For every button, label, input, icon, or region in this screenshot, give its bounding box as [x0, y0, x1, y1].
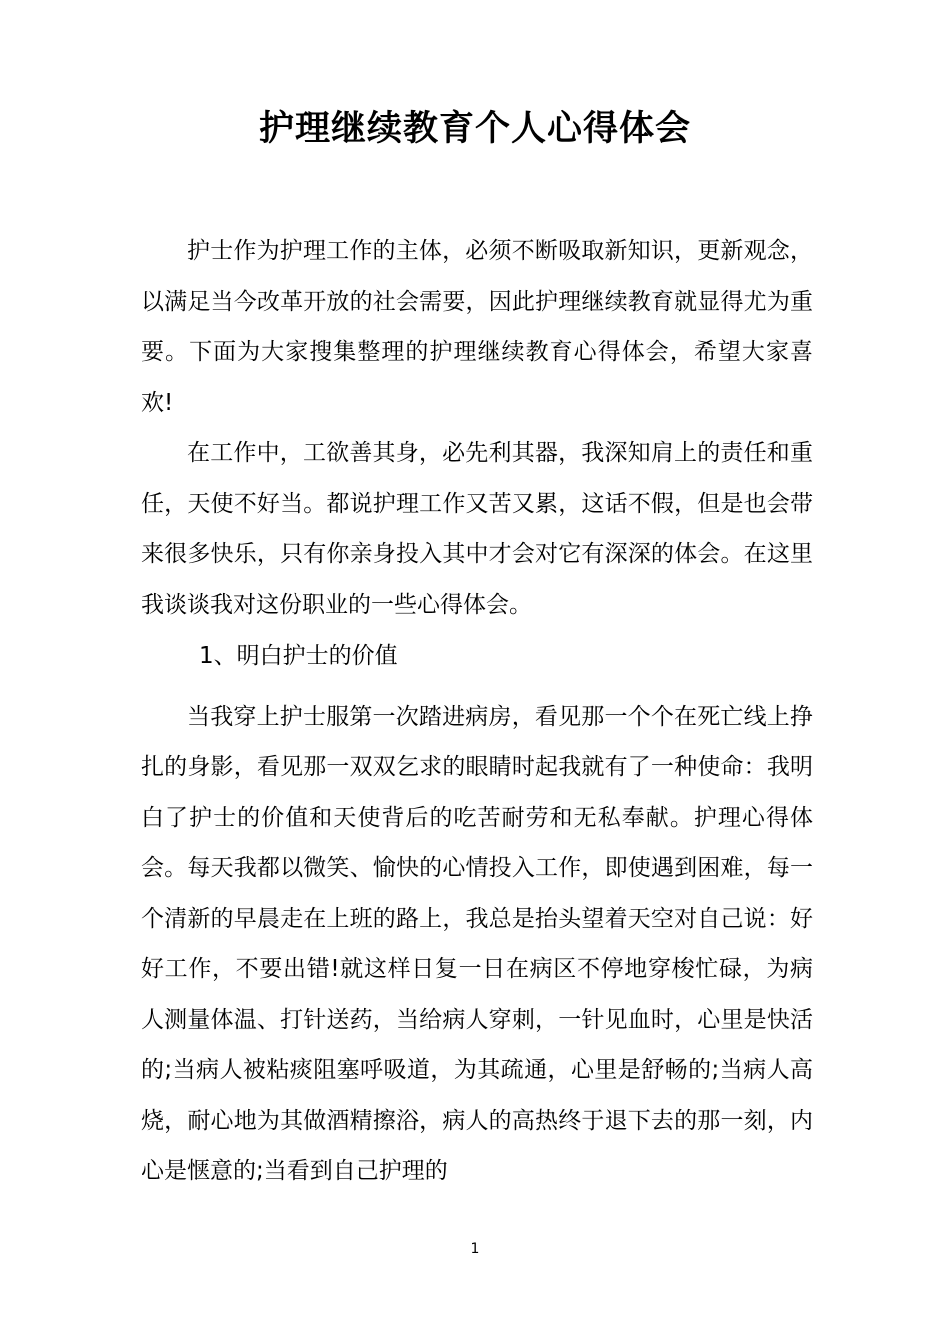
section-heading: 1、明白护士的价值 [199, 643, 398, 669]
section-paragraph: 当我穿上护士服第一次踏进病房，看见那一个个在死亡线上挣扎的身影，看见那一双双乞求的眼睛时起我就有了一种使命：我明白了护士的价值和天使背后的吃苦耐劳和无私奉献。护理心得体会。每天我都以微笑、愉快的心情投入工作，即使遇到困难，每一个清新的早晨走在上班的路上，我总是抬头望着天空对自己说：好好工作，不要出错!就这样日复一日在病区不停地穿梭忙碌，为病人测量体温、打针送药，当给病人穿刺，一针见血时，心里是快活的;当病人被粘痰阻塞呼吸道，为其疏通，心里是舒畅的;当病人高烧，耐心地为其做酒精擦浴，病人的高热终于退下去的那一刻，内心是惬意的;当看到自己护理的 [141, 703, 813, 1184]
intro-paragraph: 护士作为护理工作的主体，必须不断吸取新知识，更新观念，以满足当今改革开放的社会需要，因此护理继续教育就显得尤为重要。下面为大家搜集整理的护理继续教育心得体会，希望大家喜欢! [141, 238, 813, 416]
work-paragraph: 在工作中，工欲善其身，必先利其器，我深知肩上的责任和重任，天使不好当。都说护理工作又苦又累，这话不假，但是也会带来很多快乐，只有你亲身投入其中才会对它有深深的体会。在这里我谈谈我对这份职业的一些心得体会。 [141, 440, 813, 618]
document-title: 护理继续教育个人心得体会 [258, 109, 691, 149]
page-number: 1 [470, 1241, 480, 1257]
document-body [141, 226, 813, 1197]
